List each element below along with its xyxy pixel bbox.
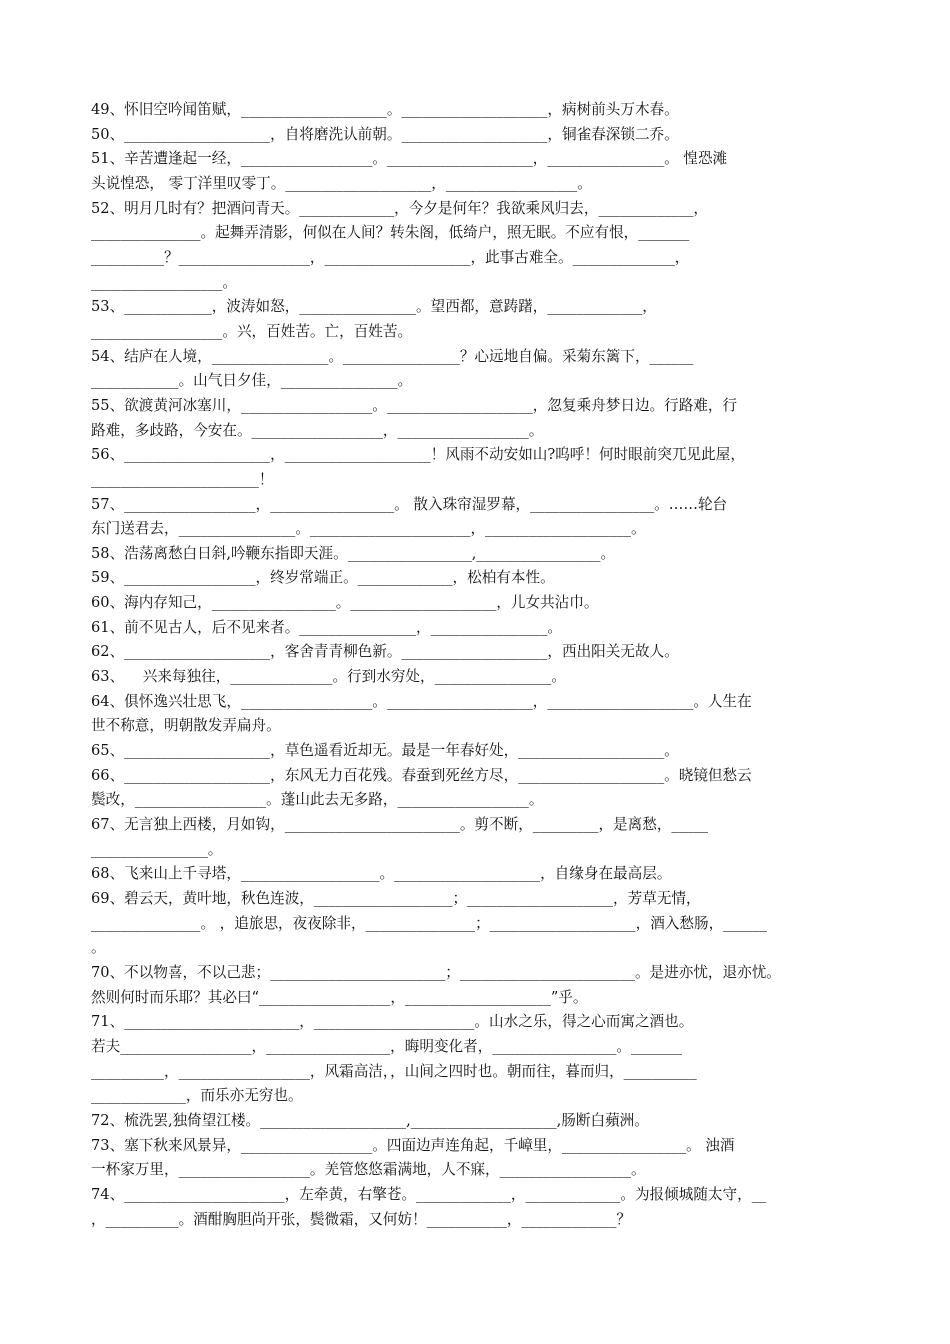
text-line: 鬓改，__________________。蓬山此去无多路，__________________。 xyxy=(91,791,544,809)
text-line: ____________。山气日夕佳，________________。 xyxy=(91,372,413,390)
text-line: __________________。 xyxy=(91,273,237,291)
text-line: 东门送君去，________________。______________________，____________________。 xyxy=(91,520,646,538)
text-line: __________，__________________，风霜高洁，，山间之四时也。朝而往，暮而归，__________ xyxy=(91,1062,697,1080)
text-line: 70、不以物喜，不以己悲；________________________；________________________。是进亦忧，退亦忧。 xyxy=(91,963,781,981)
text-line: 59、__________________，终岁常端正。_____________，松柏有本性。 xyxy=(91,569,555,587)
worksheet-page xyxy=(91,98,866,1257)
text-line: 67、无言独上西楼，月如钩，________________________。剪不断，_________，是离愁，_____ xyxy=(91,816,708,834)
text-line: 60、海内存知己，_________________。____________________，儿女共沾巾。 xyxy=(91,594,599,612)
text-line: 57、__________________，_________________。 散入珠帘湿罗幕，_________________。……轮台 xyxy=(91,495,728,513)
text-line: 74、______________________，左牵黄，右擎苍。_____________，_____________。为报倾城随太守，__ xyxy=(91,1185,767,1203)
text-line: _______________________！ xyxy=(91,470,274,488)
text-line: ________________。 xyxy=(91,840,223,858)
text-line: 世不称意，明朝散发弄扁舟。 xyxy=(91,717,281,735)
text-line: 52、明月几时有？把酒问青天。_____________，今夕是何年？我欲乘风归去，_____________， xyxy=(91,199,708,217)
text-line: 53、____________，波涛如怒，________________。望西都，意踌躇，_____________， xyxy=(91,298,657,316)
text-line: 头说惶恐， 零丁洋里叹零丁。____________________，__________________。 xyxy=(91,174,592,192)
text-line: 71、________________________，______________________。山水之乐，得之心而寓之酒也。 xyxy=(91,1013,694,1031)
text-line: 61、前不见古人，后不见来者。________________，________________。 xyxy=(91,618,562,636)
text-line: _____________，而乐亦无穷也。 xyxy=(91,1087,303,1105)
text-line: 51、辛苦遭逢起一经，__________________。____________________，________________。 惶恐滩 xyxy=(91,150,728,168)
text-line: _______________。起舞弄清影，何似在人间？转朱阁，低绮户，照无眠。不应有恨，_______ xyxy=(91,224,690,242)
text-line: 68、飞来山上千寻塔，___________________。____________________，自缘身在最高层。 xyxy=(91,865,672,883)
text-line: 50、____________________，自将磨洗认前朝。____________________，铜雀春深锁二乔。 xyxy=(91,125,679,143)
text-line: _______________。 ，追旅思，夜夜除非，_______________；____________________，酒入愁肠，______ xyxy=(91,914,767,932)
text-line: 一杯家万里，__________________。羌管悠悠霜满地，人不寐，__________________。 xyxy=(91,1161,646,1179)
text-line xyxy=(91,1232,866,1257)
text-line: 58、浩荡离愁白日斜,吟鞭东指即天涯。_________________,_________________。 xyxy=(91,544,616,562)
text-line: 63、 兴来每独往，______________。行到水穷处，________________。 xyxy=(91,668,566,686)
text-line: 56、____________________，____________________！风雨不动安如山?呜呼！何时眼前突兀见此屋， xyxy=(91,446,745,464)
text-line: 55、欲渡黄河冰塞川，__________________。____________________，忽复乘舟梦日边。行路难，行 xyxy=(91,396,738,414)
text-line: 然则何时而乐耶？其必曰“__________________，____________________”乎。 xyxy=(91,988,588,1006)
text-line: 69、碧云天，黄叶地，秋色连波，___________________；____________________，芳草无情， xyxy=(91,890,701,907)
text-line: ，__________。酒酣胸胆尚开张，鬓微霜，又何妨！___________，_____________？ xyxy=(91,1210,631,1228)
text-line: 64、俱怀逸兴壮思飞，__________________。____________________，____________________。人生在 xyxy=(91,692,752,710)
text-line: 若夫__________________，_________________，晦明变化者，_________________。_______ xyxy=(91,1037,683,1055)
text-line: 65、____________________，草色遥看近却无。最是一年春好处，____________________。 xyxy=(91,742,679,760)
text-line: 。 xyxy=(91,939,106,957)
text-line: 66、____________________，东风无力百花残。春蚕到死丝方尽，____________________。晓镜但愁云 xyxy=(91,766,752,784)
text-line: 路难，多歧路，今安在。__________________，__________________。 xyxy=(91,421,544,439)
text-line: 72、梳洗罢,独倚望江楼。____________________,____________________,肠断白蘋洲。 xyxy=(91,1111,649,1129)
text-line: 49、怀旧空吟闻笛赋，____________________。____________________，病树前头万木春。 xyxy=(91,101,679,118)
text-line: __________？__________________，____________________，此事古难全。______________， xyxy=(91,248,690,266)
text-line: 73、塞下秋来风景异，__________________。四面边声连角起，千嶂里，_________________。 浊酒 xyxy=(91,1136,735,1154)
text-line: 54、结庐在人境，________________。________________？心远地自偏。采菊东篱下，______ xyxy=(91,347,694,365)
text-line: __________________。兴，百姓苦。亡，百姓苦。 xyxy=(91,322,413,340)
text-line: 62、____________________，客舍青青柳色新。____________________，西出阳关无故人。 xyxy=(91,643,679,661)
